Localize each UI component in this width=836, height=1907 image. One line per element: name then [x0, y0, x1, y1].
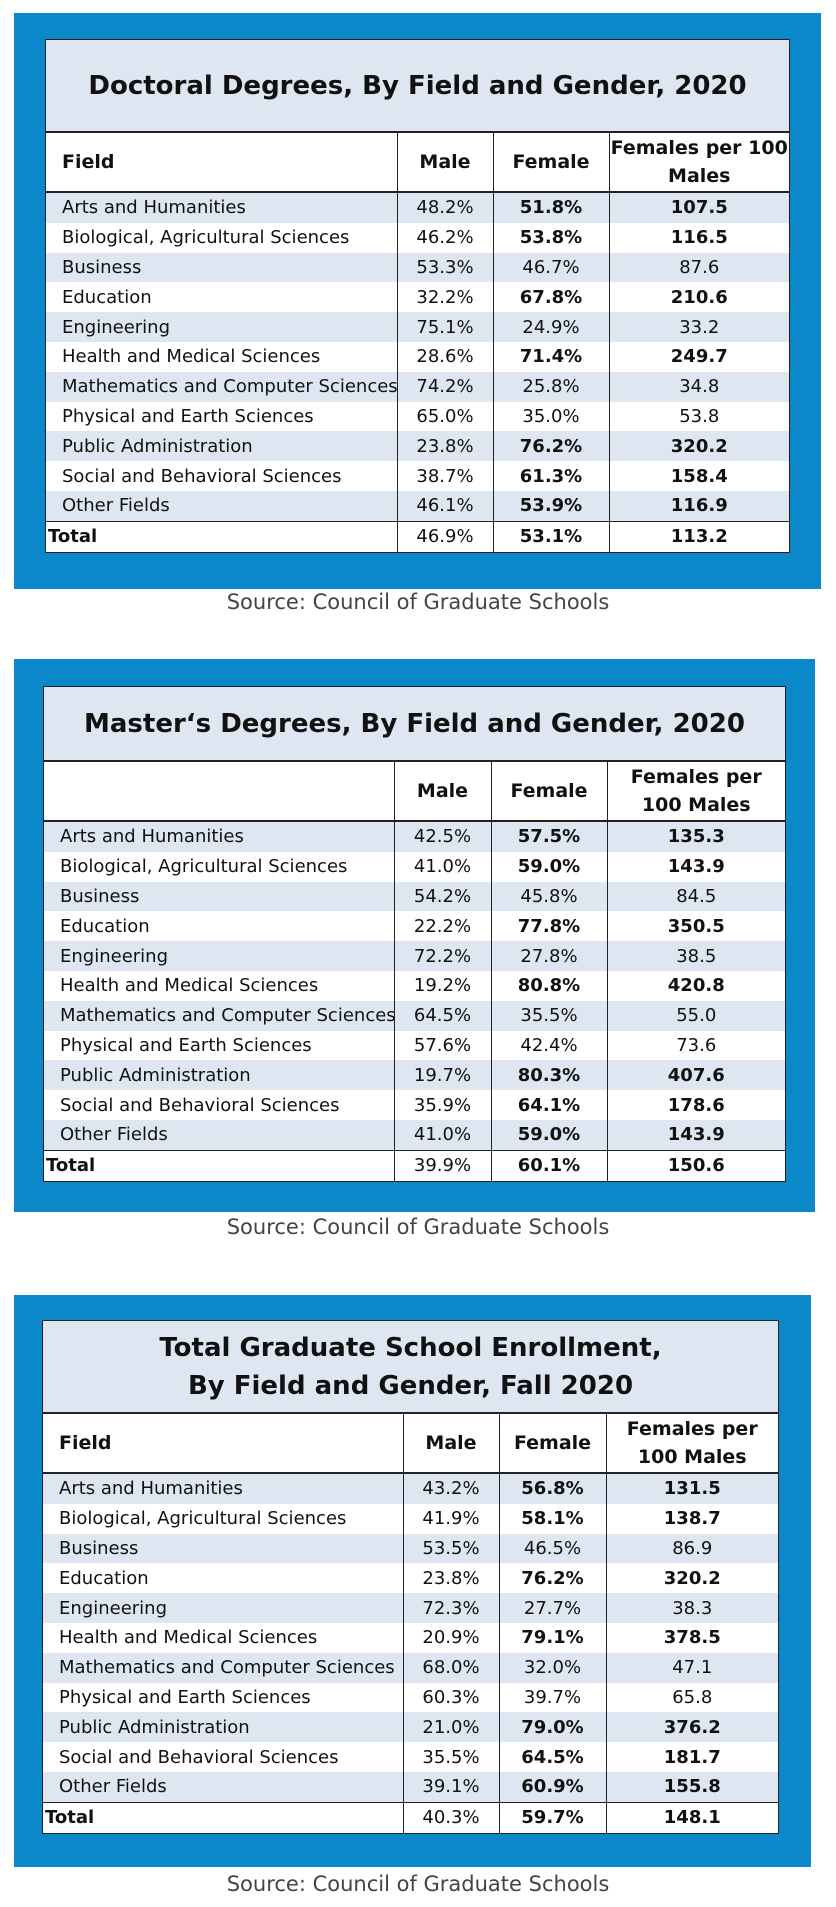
- cell-field: Health and Medical Sciences: [44, 971, 394, 1001]
- cell-male: 39.1%: [403, 1772, 499, 1802]
- cell-male: 28.6%: [397, 342, 493, 372]
- data-table: [46, 133, 789, 552]
- cell-female: 57.5%: [491, 821, 607, 852]
- table-body: [43, 1473, 778, 1833]
- cell-ratio: 55.0: [607, 1001, 785, 1031]
- table-row: [43, 1772, 778, 1802]
- cell-male: 46.2%: [397, 223, 493, 253]
- cell-male: 72.3%: [403, 1593, 499, 1623]
- cell-field: Social and Behavioral Sciences: [44, 1090, 394, 1120]
- cell-female: 80.3%: [491, 1060, 607, 1090]
- cell-male: 35.9%: [394, 1090, 491, 1120]
- cell-female: 59.0%: [491, 852, 607, 882]
- cell-ratio: 320.2: [609, 431, 789, 461]
- table-row: [46, 312, 789, 342]
- cell-male: 35.5%: [403, 1742, 499, 1772]
- cell-ratio: 131.5: [606, 1473, 778, 1504]
- cell-female: 79.1%: [499, 1623, 606, 1653]
- cell-field: Biological, Agricultural Sciences: [44, 852, 394, 882]
- table-row: [43, 1504, 778, 1534]
- table-row: [46, 282, 789, 312]
- cell-male: 46.9%: [397, 521, 493, 551]
- cell-female: 51.8%: [493, 192, 609, 223]
- cell-male: 60.3%: [403, 1683, 499, 1713]
- cell-female: 67.8%: [493, 282, 609, 312]
- cell-female: 64.5%: [499, 1742, 606, 1772]
- cell-ratio: 34.8: [609, 372, 789, 402]
- cell-ratio: 181.7: [606, 1742, 778, 1772]
- table-row: [46, 223, 789, 253]
- cell-male: 39.9%: [394, 1150, 491, 1180]
- data-table: [43, 1414, 778, 1833]
- cell-ratio: 155.8: [606, 1772, 778, 1802]
- table-row: [44, 852, 785, 882]
- table-row: [44, 911, 785, 941]
- cell-ratio: 138.7: [606, 1504, 778, 1534]
- cell-male: 42.5%: [394, 821, 491, 852]
- cell-field: Business: [43, 1534, 403, 1564]
- cell-female: 71.4%: [493, 342, 609, 372]
- cell-male: 22.2%: [394, 911, 491, 941]
- cell-female: 27.8%: [491, 941, 607, 971]
- cell-female: 46.7%: [493, 253, 609, 283]
- cell-ratio: 420.8: [607, 971, 785, 1001]
- cell-male: 41.9%: [403, 1504, 499, 1534]
- col-header-ratio: Females per 100 Males: [607, 762, 785, 821]
- cell-female: 42.4%: [491, 1031, 607, 1061]
- cell-field: Engineering: [44, 941, 394, 971]
- cell-ratio: 86.9: [606, 1534, 778, 1564]
- cell-female: 80.8%: [491, 971, 607, 1001]
- table-row: [46, 342, 789, 372]
- cell-ratio: 407.6: [607, 1060, 785, 1090]
- table-row: [44, 821, 785, 852]
- cell-female: 53.8%: [493, 223, 609, 253]
- cell-female: 39.7%: [499, 1683, 606, 1713]
- cell-field: Mathematics and Computer Sciences: [44, 1001, 394, 1031]
- total-row: [46, 521, 789, 551]
- cell-field: Biological, Agricultural Sciences: [46, 223, 397, 253]
- cell-male: 68.0%: [403, 1653, 499, 1683]
- cell-male: 19.2%: [394, 971, 491, 1001]
- cell-field: Arts and Humanities: [46, 192, 397, 223]
- table-row: [46, 253, 789, 283]
- table-row: [43, 1534, 778, 1564]
- col-header-field: [44, 762, 394, 821]
- cell-female: 60.1%: [491, 1150, 607, 1180]
- total-label: Total: [44, 1150, 394, 1180]
- cell-male: 23.8%: [403, 1563, 499, 1593]
- cell-male: 20.9%: [403, 1623, 499, 1653]
- cell-ratio: 135.3: [607, 821, 785, 852]
- cell-field: Physical and Earth Sciences: [43, 1683, 403, 1713]
- table-row: [43, 1653, 778, 1683]
- col-header-ratio: Females per 100 Males: [606, 1414, 778, 1473]
- col-header-male: Male: [397, 133, 493, 192]
- cell-field: Engineering: [46, 312, 397, 342]
- table-row: [43, 1563, 778, 1593]
- cell-female: 79.0%: [499, 1712, 606, 1742]
- source-note: Source: Council of Graduate Schools: [226, 1215, 610, 1239]
- cell-male: 74.2%: [397, 372, 493, 402]
- table-row: [43, 1712, 778, 1742]
- table-row: [46, 431, 789, 461]
- table-row: [43, 1623, 778, 1653]
- cell-female: 59.0%: [491, 1120, 607, 1150]
- cell-ratio: 210.6: [609, 282, 789, 312]
- cell-ratio: 87.6: [609, 253, 789, 283]
- cell-field: Public Administration: [46, 431, 397, 461]
- cell-male: 41.0%: [394, 852, 491, 882]
- table-row: [44, 1001, 785, 1031]
- table-row: [46, 192, 789, 223]
- cell-female: 61.3%: [493, 461, 609, 491]
- col-header-field: Field: [43, 1414, 403, 1473]
- table-row: [44, 971, 785, 1001]
- cell-ratio: 378.5: [606, 1623, 778, 1653]
- cell-male: 65.0%: [397, 402, 493, 432]
- cell-ratio: 158.4: [609, 461, 789, 491]
- cell-ratio: 107.5: [609, 192, 789, 223]
- cell-male: 53.5%: [403, 1534, 499, 1564]
- cell-field: Health and Medical Sciences: [43, 1623, 403, 1653]
- source-note: Source: Council of Graduate Schools: [226, 1872, 610, 1896]
- cell-field: Biological, Agricultural Sciences: [43, 1504, 403, 1534]
- cell-ratio: 53.8: [609, 402, 789, 432]
- cell-male: 38.7%: [397, 461, 493, 491]
- cell-male: 41.0%: [394, 1120, 491, 1150]
- total-label: Total: [43, 1802, 403, 1832]
- table-title: [44, 687, 785, 762]
- table-body: [46, 192, 789, 552]
- cell-female: 76.2%: [499, 1563, 606, 1593]
- col-header-female: Female: [493, 133, 609, 192]
- cell-male: 46.1%: [397, 491, 493, 521]
- table-row: [46, 372, 789, 402]
- cell-female: 56.8%: [499, 1473, 606, 1504]
- cell-field: Mathematics and Computer Sciences: [43, 1653, 403, 1683]
- cell-female: 53.1%: [493, 521, 609, 551]
- cell-female: 58.1%: [499, 1504, 606, 1534]
- cell-ratio: 249.7: [609, 342, 789, 372]
- cell-male: 53.3%: [397, 253, 493, 283]
- cell-female: 76.2%: [493, 431, 609, 461]
- table-title: [43, 1321, 778, 1414]
- cell-field: Engineering: [43, 1593, 403, 1623]
- cell-female: 24.9%: [493, 312, 609, 342]
- cell-ratio: 84.5: [607, 882, 785, 912]
- cell-field: Other Fields: [44, 1120, 394, 1150]
- cell-field: Education: [46, 282, 397, 312]
- cell-male: 32.2%: [397, 282, 493, 312]
- cell-field: Public Administration: [44, 1060, 394, 1090]
- doctoral-degrees-panel: [14, 13, 821, 589]
- col-header-female: Female: [499, 1414, 606, 1473]
- table-title: [46, 40, 789, 133]
- table-row: [43, 1593, 778, 1623]
- cell-female: 59.7%: [499, 1802, 606, 1832]
- cell-field: Public Administration: [43, 1712, 403, 1742]
- cell-ratio: 65.8: [606, 1683, 778, 1713]
- cell-female: 25.8%: [493, 372, 609, 402]
- cell-ratio: 143.9: [607, 1120, 785, 1150]
- cell-female: 45.8%: [491, 882, 607, 912]
- cell-ratio: 320.2: [606, 1563, 778, 1593]
- cell-male: 23.8%: [397, 431, 493, 461]
- cell-ratio: 376.2: [606, 1712, 778, 1742]
- table-card: [43, 686, 786, 1182]
- total-label: Total: [46, 521, 397, 551]
- cell-field: Social and Behavioral Sciences: [46, 461, 397, 491]
- cell-ratio: 47.1: [606, 1653, 778, 1683]
- table-row: [44, 1090, 785, 1120]
- col-header-ratio: Females per 100 Males: [609, 133, 789, 192]
- table-title-line: Master‘s Degrees, By Field and Gender, 2020: [84, 708, 745, 739]
- table-row: [46, 402, 789, 432]
- table-title-line: Total Graduate School Enrollment,: [159, 1332, 662, 1363]
- cell-male: 40.3%: [403, 1802, 499, 1832]
- table-row: [44, 1031, 785, 1061]
- cell-field: Education: [43, 1563, 403, 1593]
- cell-male: 19.7%: [394, 1060, 491, 1090]
- cell-female: 60.9%: [499, 1772, 606, 1802]
- table-title-line: Doctoral Degrees, By Field and Gender, 2020: [88, 70, 747, 101]
- cell-female: 77.8%: [491, 911, 607, 941]
- cell-field: Social and Behavioral Sciences: [43, 1742, 403, 1772]
- cell-female: 64.1%: [491, 1090, 607, 1120]
- cell-female: 53.9%: [493, 491, 609, 521]
- cell-female: 35.0%: [493, 402, 609, 432]
- cell-female: 27.7%: [499, 1593, 606, 1623]
- data-table: [44, 762, 785, 1181]
- table-row: [43, 1473, 778, 1504]
- cell-ratio: 178.6: [607, 1090, 785, 1120]
- cell-male: 21.0%: [403, 1712, 499, 1742]
- table-row: [43, 1683, 778, 1713]
- table-row: [44, 941, 785, 971]
- cell-female: 46.5%: [499, 1534, 606, 1564]
- cell-ratio: 350.5: [607, 911, 785, 941]
- cell-male: 54.2%: [394, 882, 491, 912]
- cell-ratio: 113.2: [609, 521, 789, 551]
- cell-field: Physical and Earth Sciences: [46, 402, 397, 432]
- cell-ratio: 116.9: [609, 491, 789, 521]
- cell-male: 72.2%: [394, 941, 491, 971]
- cell-field: Business: [46, 253, 397, 283]
- table-row: [44, 1060, 785, 1090]
- table-title-line: By Field and Gender, Fall 2020: [187, 1370, 634, 1401]
- enrollment-panel: [14, 1295, 811, 1867]
- table-row: [44, 882, 785, 912]
- cell-ratio: 116.5: [609, 223, 789, 253]
- cell-female: 35.5%: [491, 1001, 607, 1031]
- cell-ratio: 150.6: [607, 1150, 785, 1180]
- source-note: Source: Council of Graduate Schools: [226, 590, 610, 614]
- cell-field: Physical and Earth Sciences: [44, 1031, 394, 1061]
- cell-ratio: 33.2: [609, 312, 789, 342]
- cell-ratio: 73.6: [607, 1031, 785, 1061]
- total-row: [44, 1150, 785, 1180]
- cell-male: 43.2%: [403, 1473, 499, 1504]
- header-row: [46, 133, 789, 192]
- table-row: [46, 461, 789, 491]
- header-row: [43, 1414, 778, 1473]
- cell-field: Health and Medical Sciences: [46, 342, 397, 372]
- cell-field: Mathematics and Computer Sciences: [46, 372, 397, 402]
- col-header-male: Male: [394, 762, 491, 821]
- cell-field: Arts and Humanities: [43, 1473, 403, 1504]
- table-row: [43, 1742, 778, 1772]
- cell-ratio: 38.3: [606, 1593, 778, 1623]
- col-header-male: Male: [403, 1414, 499, 1473]
- cell-ratio: 38.5: [607, 941, 785, 971]
- cell-field: Business: [44, 882, 394, 912]
- header-row: [44, 762, 785, 821]
- col-header-field: Field: [46, 133, 397, 192]
- table-card: [42, 1320, 779, 1834]
- table-body: [44, 821, 785, 1181]
- col-header-female: Female: [491, 762, 607, 821]
- cell-male: 48.2%: [397, 192, 493, 223]
- cell-field: Other Fields: [46, 491, 397, 521]
- cell-female: 32.0%: [499, 1653, 606, 1683]
- masters-degrees-panel: [14, 659, 815, 1212]
- cell-male: 64.5%: [394, 1001, 491, 1031]
- table-row: [44, 1120, 785, 1150]
- cell-ratio: 143.9: [607, 852, 785, 882]
- cell-field: Arts and Humanities: [44, 821, 394, 852]
- total-row: [43, 1802, 778, 1832]
- table-card: [45, 39, 790, 553]
- cell-male: 75.1%: [397, 312, 493, 342]
- cell-ratio: 148.1: [606, 1802, 778, 1832]
- cell-male: 57.6%: [394, 1031, 491, 1061]
- table-row: [46, 491, 789, 521]
- cell-field: Education: [44, 911, 394, 941]
- cell-field: Other Fields: [43, 1772, 403, 1802]
